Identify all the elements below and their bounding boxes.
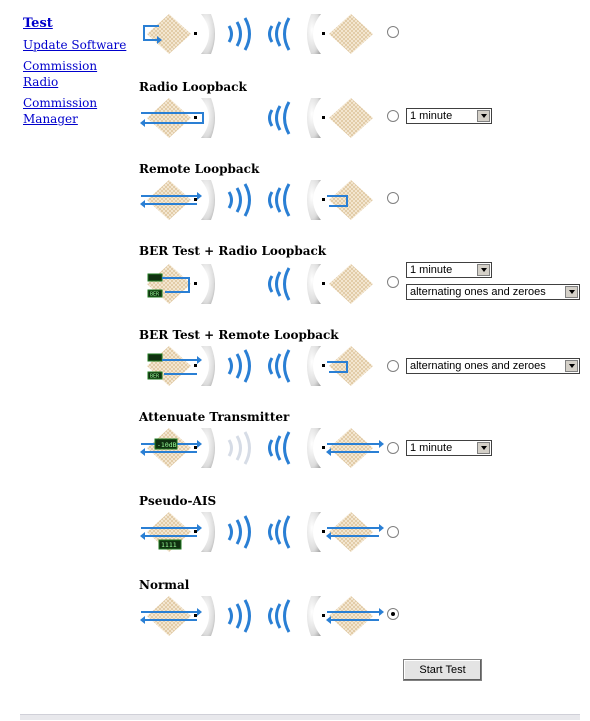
duration-select[interactable] [406, 262, 492, 278]
ais-label: 1111 [161, 541, 177, 549]
pattern-select-value: alternating ones and zeroes [410, 286, 546, 298]
radio-loopback-diagram-icon [139, 94, 384, 142]
test-radio-radio-loopback[interactable] [387, 110, 399, 122]
test-option-pseudo-ais [139, 494, 579, 566]
test-title: Normal [139, 578, 190, 592]
test-title: BER Test + Remote Loopback [139, 328, 339, 342]
pattern-select-value: alternating ones and zeroes [410, 360, 546, 372]
sidebar-item-update-software[interactable]: Update Software [23, 38, 127, 52]
duration-select-value: 1 minute [410, 442, 453, 454]
test-radio-ber-remote-loopback[interactable] [387, 360, 399, 372]
remote-loopback-diagram-icon [139, 176, 384, 224]
test-title: Remote Loopback [139, 162, 260, 176]
test-radio-normal[interactable] [387, 608, 399, 620]
test-radio-local-loopback[interactable] [387, 26, 399, 38]
sidebar-item-commission-manager[interactable]: Commission Manager [23, 96, 98, 126]
test-title: Pseudo-AIS [139, 494, 217, 508]
test-option-ber-radio-loopback [139, 244, 579, 324]
attenuate-transmitter-diagram-icon [139, 424, 384, 472]
test-option-remote-loopback [139, 162, 579, 234]
chevron-down-icon [565, 360, 578, 372]
test-radio-ber-radio-loopback[interactable] [387, 276, 399, 288]
test-option-ber-remote-loopback [139, 328, 579, 402]
test-radio-remote-loopback[interactable] [387, 192, 399, 204]
chevron-down-icon [477, 110, 490, 122]
test-title: BER Test + Radio Loopback [139, 244, 327, 258]
sidebar-item-test[interactable]: Test [23, 16, 53, 31]
chevron-down-icon [565, 286, 578, 298]
ber-label: BER [150, 373, 160, 380]
sidebar-item-commission-radio[interactable]: Commission Radio [23, 59, 98, 89]
duration-select[interactable] [406, 440, 492, 456]
local-loopback-diagram-icon [139, 10, 384, 58]
test-title: Attenuate Transmitter [139, 410, 290, 424]
ber-radio-loopback-diagram-icon [139, 260, 384, 308]
test-radio-attenuate-transmitter[interactable] [387, 442, 399, 454]
start-test-button[interactable]: Start Test [403, 659, 482, 681]
test-option-radio-loopback [139, 80, 579, 152]
test-option-local-loopback [139, 8, 579, 60]
sidebar-nav [23, 16, 131, 132]
normal-diagram-icon [139, 592, 384, 640]
ber-label: BER [150, 291, 160, 298]
pseudo-ais-diagram-icon [139, 508, 384, 556]
duration-select-value: 1 minute [410, 264, 453, 276]
test-radio-pseudo-ais[interactable] [387, 526, 399, 538]
test-option-attenuate-transmitter [139, 410, 579, 484]
pattern-select[interactable] [406, 284, 580, 300]
pattern-select[interactable] [406, 358, 580, 374]
test-title: Radio Loopback [139, 80, 247, 94]
ber-remote-loopback-diagram-icon [139, 342, 384, 390]
footer-bar [20, 714, 580, 720]
test-option-normal [139, 578, 579, 650]
duration-select[interactable] [406, 108, 492, 124]
attenuation-label: -10dB [157, 441, 177, 449]
chevron-down-icon [477, 442, 490, 454]
duration-select-value: 1 minute [410, 110, 453, 122]
chevron-down-icon [477, 264, 490, 276]
